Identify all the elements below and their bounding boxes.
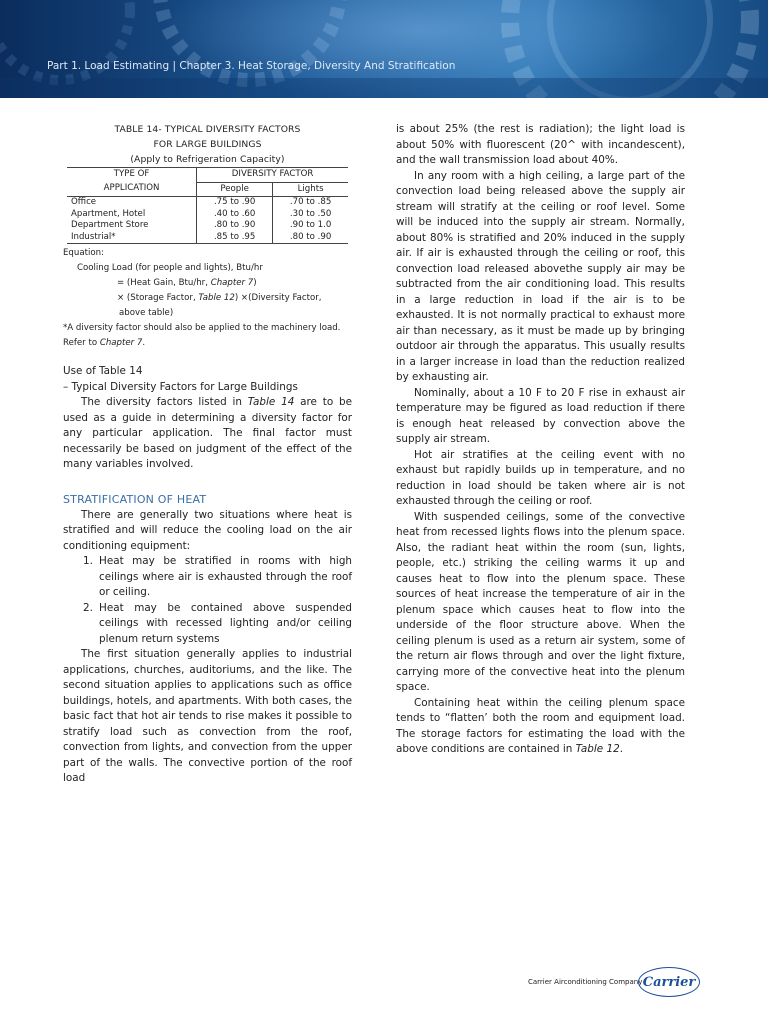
table-row [67, 209, 348, 221]
table-title-line: TABLE 14- TYPICAL DIVERSITY FACTORS [114, 124, 301, 135]
cell-application: Apartment, Hotel [71, 208, 146, 219]
column-header-people: People [197, 182, 273, 197]
paragraph: Hot air stratifies at the ceiling event with no exhaust but rapidly builds up in temperature, and no reduction in load should be taken where air is not exhausted through the ceiling or roof. [396, 448, 685, 507]
equation-text: ) [253, 278, 257, 288]
chapter-reference: Chapter 7 [99, 338, 143, 348]
equation-text: ) ×(Diversity Factor, [234, 293, 322, 303]
paragraph: In any room with a high ceiling, a large part of the convection load being released above the supply air stream will stratify at the ceiling or roof level. Some will be induced into the supply air stream. Normally, about 80% is stratified and 20% induced in the supply air. If air is exhausted through the ceiling or roof, this convection load released abovethe supply air may be subtracted from the air conditioning load. This results in a large reduction in load if the air is to be exhausted. It is not normally practical to exhaust more air than necessary, as it must be made up by bringing outdoor air through the apparatus. This usually results in a larger increase in load than the reduction realized by exhausting air. [396, 169, 685, 383]
cell-application: Industrial* [67, 232, 197, 244]
list-item [63, 554, 352, 601]
cell-people: .85 to .95 [197, 232, 273, 244]
table-footnote: *A diversity factor should also be applied to the machinery load. [63, 323, 341, 333]
paragraph [63, 395, 352, 473]
column-header-type: TYPE OF [67, 168, 197, 183]
equation-text: × (Storage Factor, [117, 293, 199, 303]
cell-people: .75 to .90 [197, 197, 273, 209]
paragraph-text: . [619, 743, 624, 755]
right-column [396, 122, 685, 758]
table-reference: Table 12 [575, 743, 620, 755]
chapter-reference: Chapter 7 [210, 278, 254, 288]
situation-list [63, 554, 352, 647]
equation-text: = (Heat Gain, Btu/hr, [117, 278, 211, 288]
gear-graphic [0, 0, 768, 98]
table-row [67, 197, 348, 209]
cell-people: .40 to .60 [197, 209, 273, 221]
breadcrumb: Part 1. Load Estimating | Chapter 3. Heat Storage, Diversity And Stratification [47, 60, 456, 72]
paragraph: is about 25% (the rest is radiation); the light load is about 50% with fluorescent (20^ with incandescent), and the wall transmission load about 40%. [396, 123, 685, 166]
table-subtitle: (Apply to Refrigeration Capacity) [130, 154, 285, 165]
list-number: 1. [83, 555, 93, 567]
column-header-application: APPLICATION [67, 182, 197, 197]
table-reference: Table 14 [247, 396, 295, 408]
paragraph: With suspended ceilings, some of the convective heat from recessed lights flows into the plenum space. Also, the radiant heat within the room (sun, lights, people, etc.) striking the ceiling warms it up and causes heat to flow into the plenum space. These sources of heat increase the temperature of air in the plenum space which causes heat to flow into the underside of the floor structure above. When the ceiling plenum is used as a return air system, some of the return air flows through and over the light fixture, carrying more of the convective heat into the plenum space. [396, 510, 685, 693]
equation-line: above table) [119, 308, 174, 318]
cell-application: Department Store [71, 220, 149, 230]
cell-lights: .90 to 1.0 [273, 220, 348, 232]
equation-line [63, 276, 352, 291]
paragraph: Nominally, about a 10 F to 20 F rise in exhaust air temperature may be figured as load reduction if there is enough heat released by convection above the supply air stream. [396, 386, 685, 445]
paragraph [396, 696, 685, 758]
paragraph-text: Containing heat within the ceiling plenum space tends to “flatten’ both the room and equipment load. The storage factors for estimating the load with the above conditions are contained in [396, 696, 685, 755]
logo-text: Carrier [642, 974, 696, 990]
use-of-table-section [63, 364, 352, 473]
table-reference: Table 12 [198, 293, 235, 303]
paragraph-text: are to be used as a guide in determining a diversity factor for any particular application. The final factor must necessarily be based on judgment of the effect of the many variables involved. [63, 396, 352, 470]
column-header-diversity-factor: DIVERSITY FACTOR [197, 168, 348, 183]
list-item-text: Heat may be stratified in rooms with high ceilings where air is exhausted through the roof or ceiling. [99, 555, 352, 598]
list-number: 2. [83, 601, 93, 614]
footnote-text: Refer to [63, 338, 100, 348]
header-banner [0, 0, 768, 98]
table-row [67, 232, 348, 244]
column-header-lights: Lights [273, 182, 348, 197]
footnote-text: . [142, 338, 146, 348]
equation-label: Equation: [63, 248, 104, 258]
company-name: Carrier Airconditioning Company [528, 978, 643, 986]
list-item-text: Heat may be contained above suspended ceilings with recessed lighting and/or ceiling plenum return systems [99, 601, 352, 645]
section-subheading: – Typical Diversity Factors for Large Buildings [63, 380, 298, 393]
paragraph-text: The diversity factors listed in [81, 396, 248, 408]
cell-application: Office [71, 197, 97, 207]
table-footnote [63, 336, 352, 351]
cell-lights: .30 to .50 [273, 209, 348, 221]
paragraph: The first situation generally applies to industrial applications, churches, auditoriums, and the like. The second situation applies to applications such as office buildings, hotels, and apartments. With both cases, the basic fact that hot air tends to rise makes it possible to stratify load such as convection from the roof, convection from lights, and convection from the upper part of the walls. The convective portion of the roof load [63, 648, 352, 784]
table-row [67, 220, 348, 232]
equation-line: Cooling Load (for people and lights), Btu/hr [77, 263, 263, 273]
cell-people: .80 to .90 [197, 220, 273, 232]
diversity-factor-table [67, 167, 348, 244]
paragraph: There are generally two situations where heat is stratified and will reduce the cooling load on the air conditioning equipment: [63, 508, 352, 552]
cell-lights: .70 to .85 [273, 197, 348, 209]
equation-block [63, 246, 352, 351]
table-title [63, 122, 352, 167]
left-column [63, 122, 352, 787]
table-title-line: FOR LARGE BUILDINGS [153, 139, 262, 150]
section-heading: Use of Table 14 [63, 365, 143, 377]
equation-line [63, 291, 352, 306]
carrier-logo [638, 967, 700, 997]
stratification-heading: STRATIFICATION OF HEAT [63, 492, 207, 506]
list-item [63, 601, 352, 648]
cell-lights: .80 to .90 [273, 232, 348, 244]
